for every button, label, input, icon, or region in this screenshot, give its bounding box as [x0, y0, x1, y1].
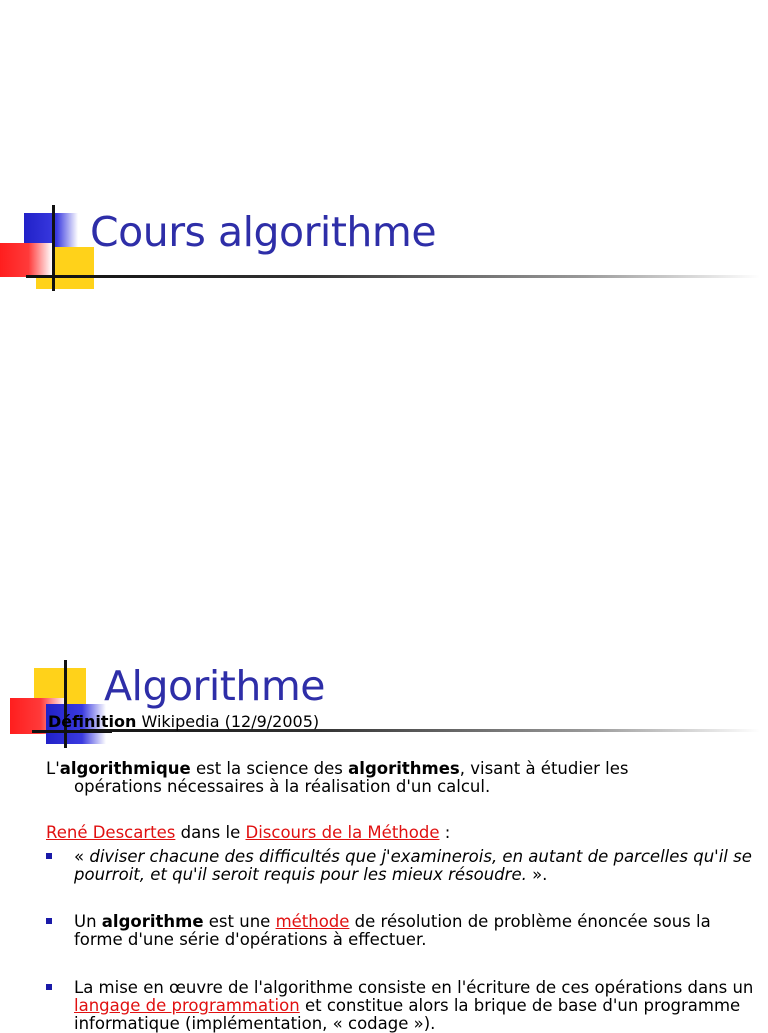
definition-line	[48, 712, 319, 731]
term-algorithmes: algorithmes	[348, 759, 460, 778]
para-text: est la science des	[190, 759, 349, 778]
slide-logo	[0, 205, 100, 295]
definition-paragraph	[46, 760, 714, 796]
para-text: , visant à étudier les opérations nécessaires à la réalisation d'un calcul.	[74, 759, 629, 796]
logo-vertical-line	[52, 205, 55, 291]
para-text: Un	[74, 912, 102, 931]
para-text: de résolution de problème énoncée sous la forme d'une série d'opérations à effectuer.	[74, 912, 711, 949]
link-langage-de-programmation[interactable]: langage de programmation	[74, 996, 300, 1015]
bullet-square-icon	[46, 918, 52, 924]
bullet-text	[74, 979, 754, 1033]
slide-title: Cours algorithme	[90, 208, 437, 256]
logo-vertical-line	[64, 660, 67, 748]
para-text: L'	[46, 759, 60, 778]
link-methode[interactable]: méthode	[275, 912, 350, 931]
bullet-square-icon	[46, 984, 52, 990]
title-rule	[60, 275, 760, 278]
link-discours-de-la-methode[interactable]: Discours de la Méthode	[245, 823, 440, 842]
logo-red-square	[0, 243, 52, 277]
quote-open: «	[74, 847, 90, 866]
bullet-text	[74, 913, 754, 949]
bullet-text	[74, 848, 754, 884]
link-rene-descartes[interactable]: René Descartes	[46, 823, 176, 842]
definition-label: Définition	[48, 712, 137, 731]
slide-logo	[8, 660, 118, 750]
para-text: :	[439, 823, 451, 842]
para-text: et constitue alors la brique de base d'un programme informatique (implémentation, « codage »).	[74, 996, 741, 1033]
para-text: La mise en œuvre de l'algorithme consiste en l'écriture de ces opérations dans un	[74, 978, 754, 997]
para-text: dans le	[175, 823, 246, 842]
bullet-square-icon	[46, 853, 52, 859]
descartes-line	[46, 824, 726, 842]
quote-close: ».	[526, 865, 548, 884]
term-algorithmique: algorithmique	[59, 759, 191, 778]
definition-source: Wikipedia (12/9/2005)	[136, 712, 320, 731]
term-algorithme: algorithme	[101, 912, 204, 931]
descartes-quote: diviser chacune des difficultés que j'examinerois, en autant de parcelles qu'il se pourroit, et qu'il seroit requis pour les mieux résoudre.	[74, 847, 752, 884]
slide-title: Algorithme	[104, 662, 326, 710]
para-text: est une	[203, 912, 276, 931]
